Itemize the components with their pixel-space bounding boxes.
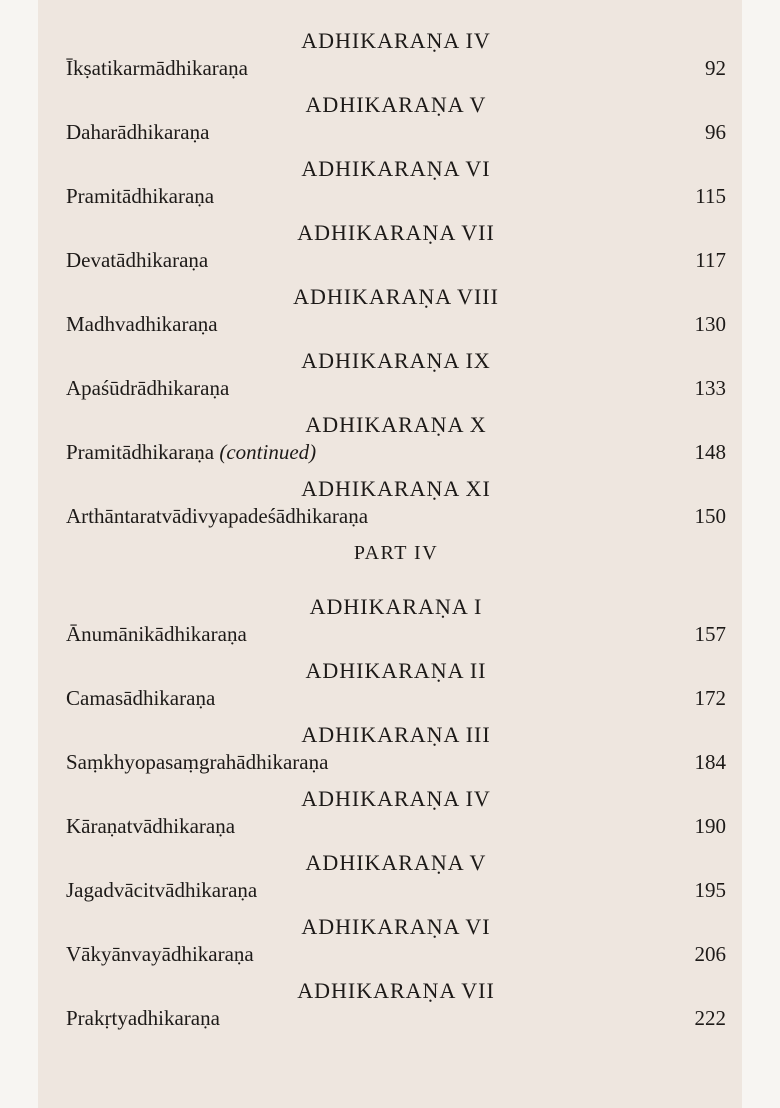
adhikarana-heading: ADHIKARAṆA IV (301, 28, 491, 53)
entry-title: Apaśūdrādhikaraṇa (66, 376, 230, 400)
toc-section (66, 412, 726, 476)
adhikarana-heading: ADHIKARAṆA VII (297, 220, 495, 245)
toc-section (66, 658, 726, 722)
scan-margin-right (742, 0, 780, 1108)
entry-title (66, 440, 316, 465)
entry-title: Vākyānvayādhikaraṇa (66, 942, 254, 966)
toc-section (66, 284, 726, 348)
part-section (66, 540, 726, 594)
entry-page-number: 92 (705, 56, 726, 80)
toc-section (66, 914, 726, 978)
toc-entry (66, 440, 726, 465)
entry-title: Devatādhikaraṇa (66, 248, 209, 272)
entry-title: Madhvadhikaraṇa (66, 312, 218, 336)
entry-page-number: 130 (694, 312, 726, 336)
entry-title: Pramitādhikaraṇa (66, 184, 215, 208)
toc-entry (66, 878, 726, 903)
entry-title: Arthāntaratvādivyapadeśādhikaraṇa (66, 504, 369, 528)
entry-title: Daharādhikaraṇa (66, 120, 210, 144)
part-heading: PART IV (353, 542, 439, 564)
toc-entry (66, 942, 726, 967)
adhikarana-heading: ADHIKARAṆA VI (301, 914, 491, 939)
entry-title: Prakṛtyadhikaraṇa (66, 1006, 220, 1030)
toc-entry (66, 814, 726, 839)
entry-title: Kāraṇatvādhikaraṇa (66, 814, 236, 838)
entry-title-suffix: (continued) (219, 440, 317, 464)
toc-section (66, 978, 726, 1042)
adhikarana-heading: ADHIKARAṆA III (301, 722, 491, 747)
entry-title-main: Pramitādhikaraṇa (66, 440, 215, 464)
entry-page-number: 222 (694, 1006, 726, 1030)
adhikarana-heading: ADHIKARAṆA VIII (293, 284, 499, 309)
entry-page-number: 206 (694, 942, 726, 966)
entry-page-number: 96 (705, 120, 726, 144)
toc-entry (66, 248, 726, 273)
entry-page-number: 190 (694, 814, 726, 838)
adhikarana-heading: ADHIKARAṆA I (309, 594, 483, 619)
entry-page-number: 157 (694, 622, 726, 646)
toc-entry (66, 622, 726, 647)
entry-title: Ānumānikādhikaraṇa (66, 622, 247, 646)
entry-title: Jagadvācitvādhikaraṇa (66, 878, 258, 902)
table-of-contents (66, 28, 726, 1042)
adhikarana-heading: ADHIKARAṆA V (305, 850, 487, 875)
entry-page-number: 148 (694, 440, 726, 464)
toc-section (66, 28, 726, 92)
entry-page-number: 115 (695, 184, 726, 208)
toc-entry (66, 376, 726, 401)
adhikarana-heading: ADHIKARAṆA VII (297, 978, 495, 1003)
adhikarana-heading: ADHIKARAṆA XI (301, 476, 491, 501)
entry-page-number: 133 (694, 376, 726, 400)
entry-page-number: 184 (694, 750, 726, 774)
toc-section (66, 348, 726, 412)
entry-page-number: 195 (694, 878, 726, 902)
toc-entry (66, 184, 726, 209)
toc-entry (66, 750, 726, 775)
toc-section (66, 786, 726, 850)
entry-page-number: 117 (695, 248, 726, 272)
adhikarana-heading: ADHIKARAṆA IV (301, 786, 491, 811)
toc-section (66, 92, 726, 156)
toc-entry (66, 56, 726, 81)
toc-entry (66, 120, 726, 145)
toc-section (66, 594, 726, 658)
adhikarana-heading: ADHIKARAṆA V (305, 92, 487, 117)
toc-section (66, 722, 726, 786)
toc-entry (66, 686, 726, 711)
entry-title: Camasādhikaraṇa (66, 686, 216, 710)
entry-title: Saṃkhyopasaṃgrahādhikaraṇa (66, 750, 329, 774)
adhikarana-heading: ADHIKARAṆA VI (301, 156, 491, 181)
entry-page-number: 172 (694, 686, 726, 710)
adhikarana-heading: ADHIKARAṆA X (305, 412, 487, 437)
scan-margin-left (0, 0, 38, 1108)
toc-section (66, 476, 726, 540)
entry-title: Īkṣatikarmādhikaraṇa (66, 56, 248, 80)
toc-section (66, 220, 726, 284)
toc-section (66, 850, 726, 914)
toc-entry (66, 504, 726, 529)
toc-entry (66, 1006, 726, 1031)
entry-page-number: 150 (694, 504, 726, 528)
toc-entry (66, 312, 726, 337)
toc-section (66, 156, 726, 220)
adhikarana-heading: ADHIKARAṆA IX (301, 348, 491, 373)
adhikarana-heading: ADHIKARAṆA II (305, 658, 487, 683)
